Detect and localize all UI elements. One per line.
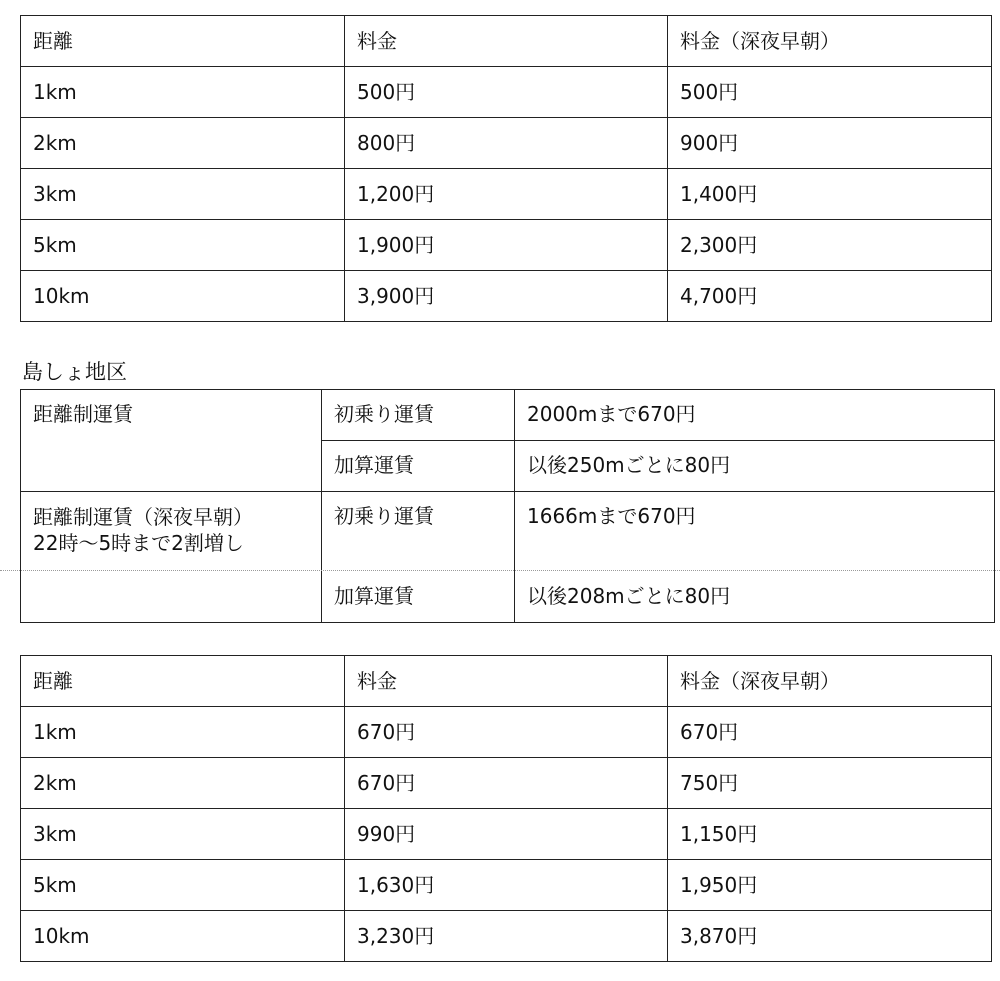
- column-header: 料金（深夜早朝）: [668, 656, 992, 707]
- night-fare-label-cell: [21, 492, 322, 572]
- table-row: [21, 118, 992, 169]
- island-fare-table: [20, 389, 995, 623]
- table-cell: 750円: [668, 758, 992, 809]
- table-cell: 670円: [668, 707, 992, 758]
- table-cell: 900円: [668, 118, 992, 169]
- table-cell: 1,200円: [345, 169, 668, 220]
- table-cell: 3,870円: [668, 911, 992, 962]
- table-cell: 1,900円: [345, 220, 668, 271]
- table-row: [21, 572, 995, 623]
- table-row: [21, 758, 992, 809]
- table-row: [21, 220, 992, 271]
- column-header: 距離: [21, 16, 345, 67]
- column-header: 料金: [345, 16, 668, 67]
- table-cell: 3,230円: [345, 911, 668, 962]
- table-cell: 5km: [21, 860, 345, 911]
- table-row: [21, 271, 992, 322]
- table-row: [21, 911, 992, 962]
- table-cell: 990円: [345, 809, 668, 860]
- distance-fare-label: 距離制運賃: [21, 390, 322, 492]
- column-header: 料金（深夜早朝）: [668, 16, 992, 67]
- table-cell: 2,300円: [668, 220, 992, 271]
- initial-fare-label: 初乗り運賃: [322, 492, 515, 572]
- fare-table-standard: [20, 15, 992, 322]
- column-header: 距離: [21, 656, 345, 707]
- fare-table-island: [20, 655, 992, 962]
- table-cell: 1km: [21, 67, 345, 118]
- table-cell: 1,400円: [668, 169, 992, 220]
- table-header-row: [21, 16, 992, 67]
- table-cell: 2km: [21, 118, 345, 169]
- table-row: [21, 707, 992, 758]
- table-cell: 1,630円: [345, 860, 668, 911]
- table-row: [21, 169, 992, 220]
- table-row: [21, 67, 992, 118]
- night-initial-fare-value: 1666mまで670円: [515, 492, 995, 572]
- initial-fare-label: 初乗り運賃: [322, 390, 515, 441]
- fare-table-body: [21, 16, 992, 322]
- table-cell: 4,700円: [668, 271, 992, 322]
- table-cell: 3km: [21, 809, 345, 860]
- table-cell: 10km: [21, 911, 345, 962]
- table-cell: 500円: [345, 67, 668, 118]
- table-cell: 670円: [345, 758, 668, 809]
- column-header: 料金: [345, 656, 668, 707]
- island-district-heading: 島しょ地区: [22, 360, 127, 384]
- night-fare-label: 距離制運賃（深夜早朝）: [33, 505, 253, 529]
- table-cell: 3km: [21, 169, 345, 220]
- table-cell: 800円: [345, 118, 668, 169]
- empty-cell: [21, 572, 322, 623]
- night-fare-note: 22時〜5時まで2割増し: [33, 531, 244, 555]
- table-cell: 1km: [21, 707, 345, 758]
- night-additional-fare-value: 以後208mごとに80円: [515, 572, 995, 623]
- table-cell: 3,900円: [345, 271, 668, 322]
- table-cell: 2km: [21, 758, 345, 809]
- table-row: [21, 390, 995, 441]
- table-cell: 1,950円: [668, 860, 992, 911]
- additional-fare-label: 加算運賃: [322, 441, 515, 492]
- day-additional-fare-value: 以後250mごとに80円: [515, 441, 995, 492]
- table-row: [21, 809, 992, 860]
- table-cell: 500円: [668, 67, 992, 118]
- additional-fare-label: 加算運賃: [322, 572, 515, 623]
- table-header-row: [21, 656, 992, 707]
- day-initial-fare-value: 2000mまで670円: [515, 390, 995, 441]
- table-row: [21, 860, 992, 911]
- table-row: [21, 492, 995, 572]
- table-cell: 1,150円: [668, 809, 992, 860]
- table-cell: 10km: [21, 271, 345, 322]
- page-break-divider: [0, 570, 1000, 571]
- fare-table-body: [21, 656, 992, 962]
- table-cell: 670円: [345, 707, 668, 758]
- table-cell: 5km: [21, 220, 345, 271]
